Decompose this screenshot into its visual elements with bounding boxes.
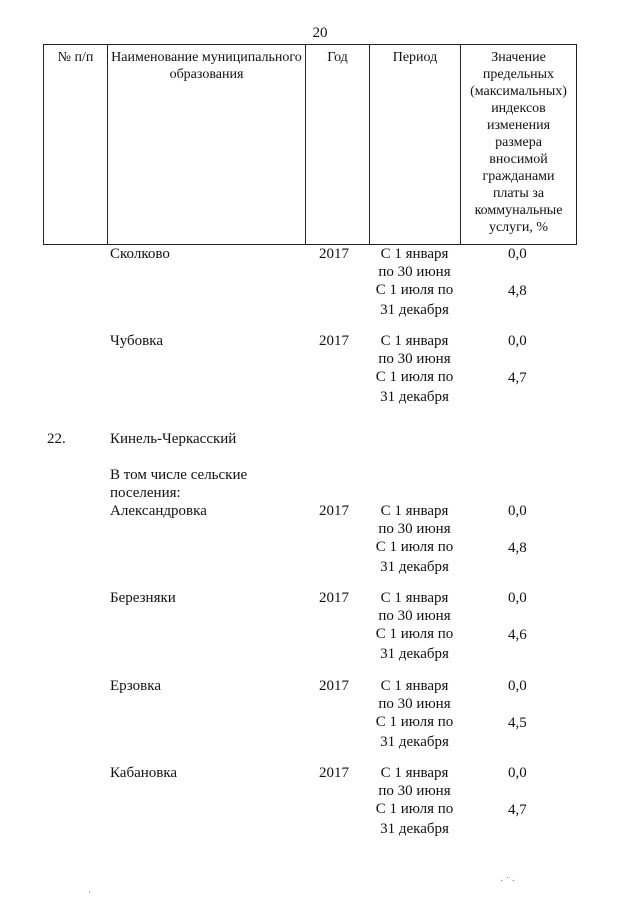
row-name: Ерзовка (110, 678, 161, 694)
row-period-2-end: 31 декабря (380, 821, 449, 837)
row-name: Кабановка (110, 765, 178, 781)
header-period: Период (369, 44, 460, 245)
row-period-1-end: по 30 июня (378, 783, 451, 799)
row-value-2: 4,8 (508, 540, 527, 556)
row-period-1-start: С 1 января (380, 333, 449, 349)
row-period-1-start: С 1 января (380, 503, 449, 519)
row-period-2-start: С 1 июля по (375, 539, 454, 555)
row-period-2-start: С 1 июля по (375, 714, 454, 730)
row-period-1-end: по 30 июня (378, 521, 451, 537)
row-period-1-end: по 30 июня (378, 351, 451, 367)
header-name: Наименование муниципального образования (107, 44, 305, 245)
scan-speck: · ˙ · (500, 876, 515, 887)
scan-speck: ⸒ (88, 883, 92, 894)
row-value-1: 0,0 (508, 678, 527, 694)
row-period-2-start: С 1 июля по (375, 282, 454, 298)
page-number: 20 (312, 25, 328, 41)
row-name: Березняки (110, 590, 176, 606)
row-value-1: 0,0 (508, 765, 527, 781)
row-period-1-start: С 1 января (380, 246, 449, 262)
header-num: № п/п (43, 44, 107, 245)
row-period-1-start: С 1 января (380, 765, 449, 781)
row-period-1-end: по 30 июня (378, 696, 451, 712)
row-period-2-end: 31 декабря (380, 734, 449, 750)
section-subtitle: В том числе сельские поселения: (110, 467, 248, 501)
row-name: Александровка (110, 503, 207, 519)
row-value-2: 4,8 (508, 283, 527, 299)
row-value-1: 0,0 (508, 590, 527, 606)
row-value-1: 0,0 (508, 333, 527, 349)
row-period-2-start: С 1 июля по (375, 369, 454, 385)
row-period-1-end: по 30 июня (378, 264, 451, 280)
row-period-2-end: 31 декабря (380, 646, 449, 662)
row-value-1: 0,0 (508, 246, 527, 262)
row-year: 2017 (319, 503, 349, 519)
row-value-2: 4,7 (508, 802, 527, 818)
row-period-2-start: С 1 июля по (375, 801, 454, 817)
row-year: 2017 (319, 333, 349, 349)
row-value-2: 4,6 (508, 627, 527, 643)
section-number: 22. (47, 431, 66, 447)
row-period-1-end: по 30 июня (378, 608, 451, 624)
header-year: Год (305, 44, 369, 245)
row-year: 2017 (319, 246, 349, 262)
row-period-2-end: 31 декабря (380, 389, 449, 405)
row-name: Чубовка (110, 333, 163, 349)
section-name: Кинель-Черкасский (110, 431, 237, 447)
header-value: Значение предельных (максимальных) индексов изменения размера вносимой гражданами платы за коммунальные услуги, % (460, 44, 577, 245)
row-period-2-end: 31 декабря (380, 559, 449, 575)
row-year: 2017 (319, 590, 349, 606)
row-year: 2017 (319, 765, 349, 781)
row-value-1: 0,0 (508, 503, 527, 519)
row-value-2: 4,5 (508, 715, 527, 731)
row-value-2: 4,7 (508, 370, 527, 386)
row-period-2-end: 31 декабря (380, 302, 449, 318)
row-period-2-start: С 1 июля по (375, 626, 454, 642)
row-year: 2017 (319, 678, 349, 694)
row-period-1-start: С 1 января (380, 590, 449, 606)
row-name: Сколково (110, 246, 170, 262)
row-period-1-start: С 1 января (380, 678, 449, 694)
